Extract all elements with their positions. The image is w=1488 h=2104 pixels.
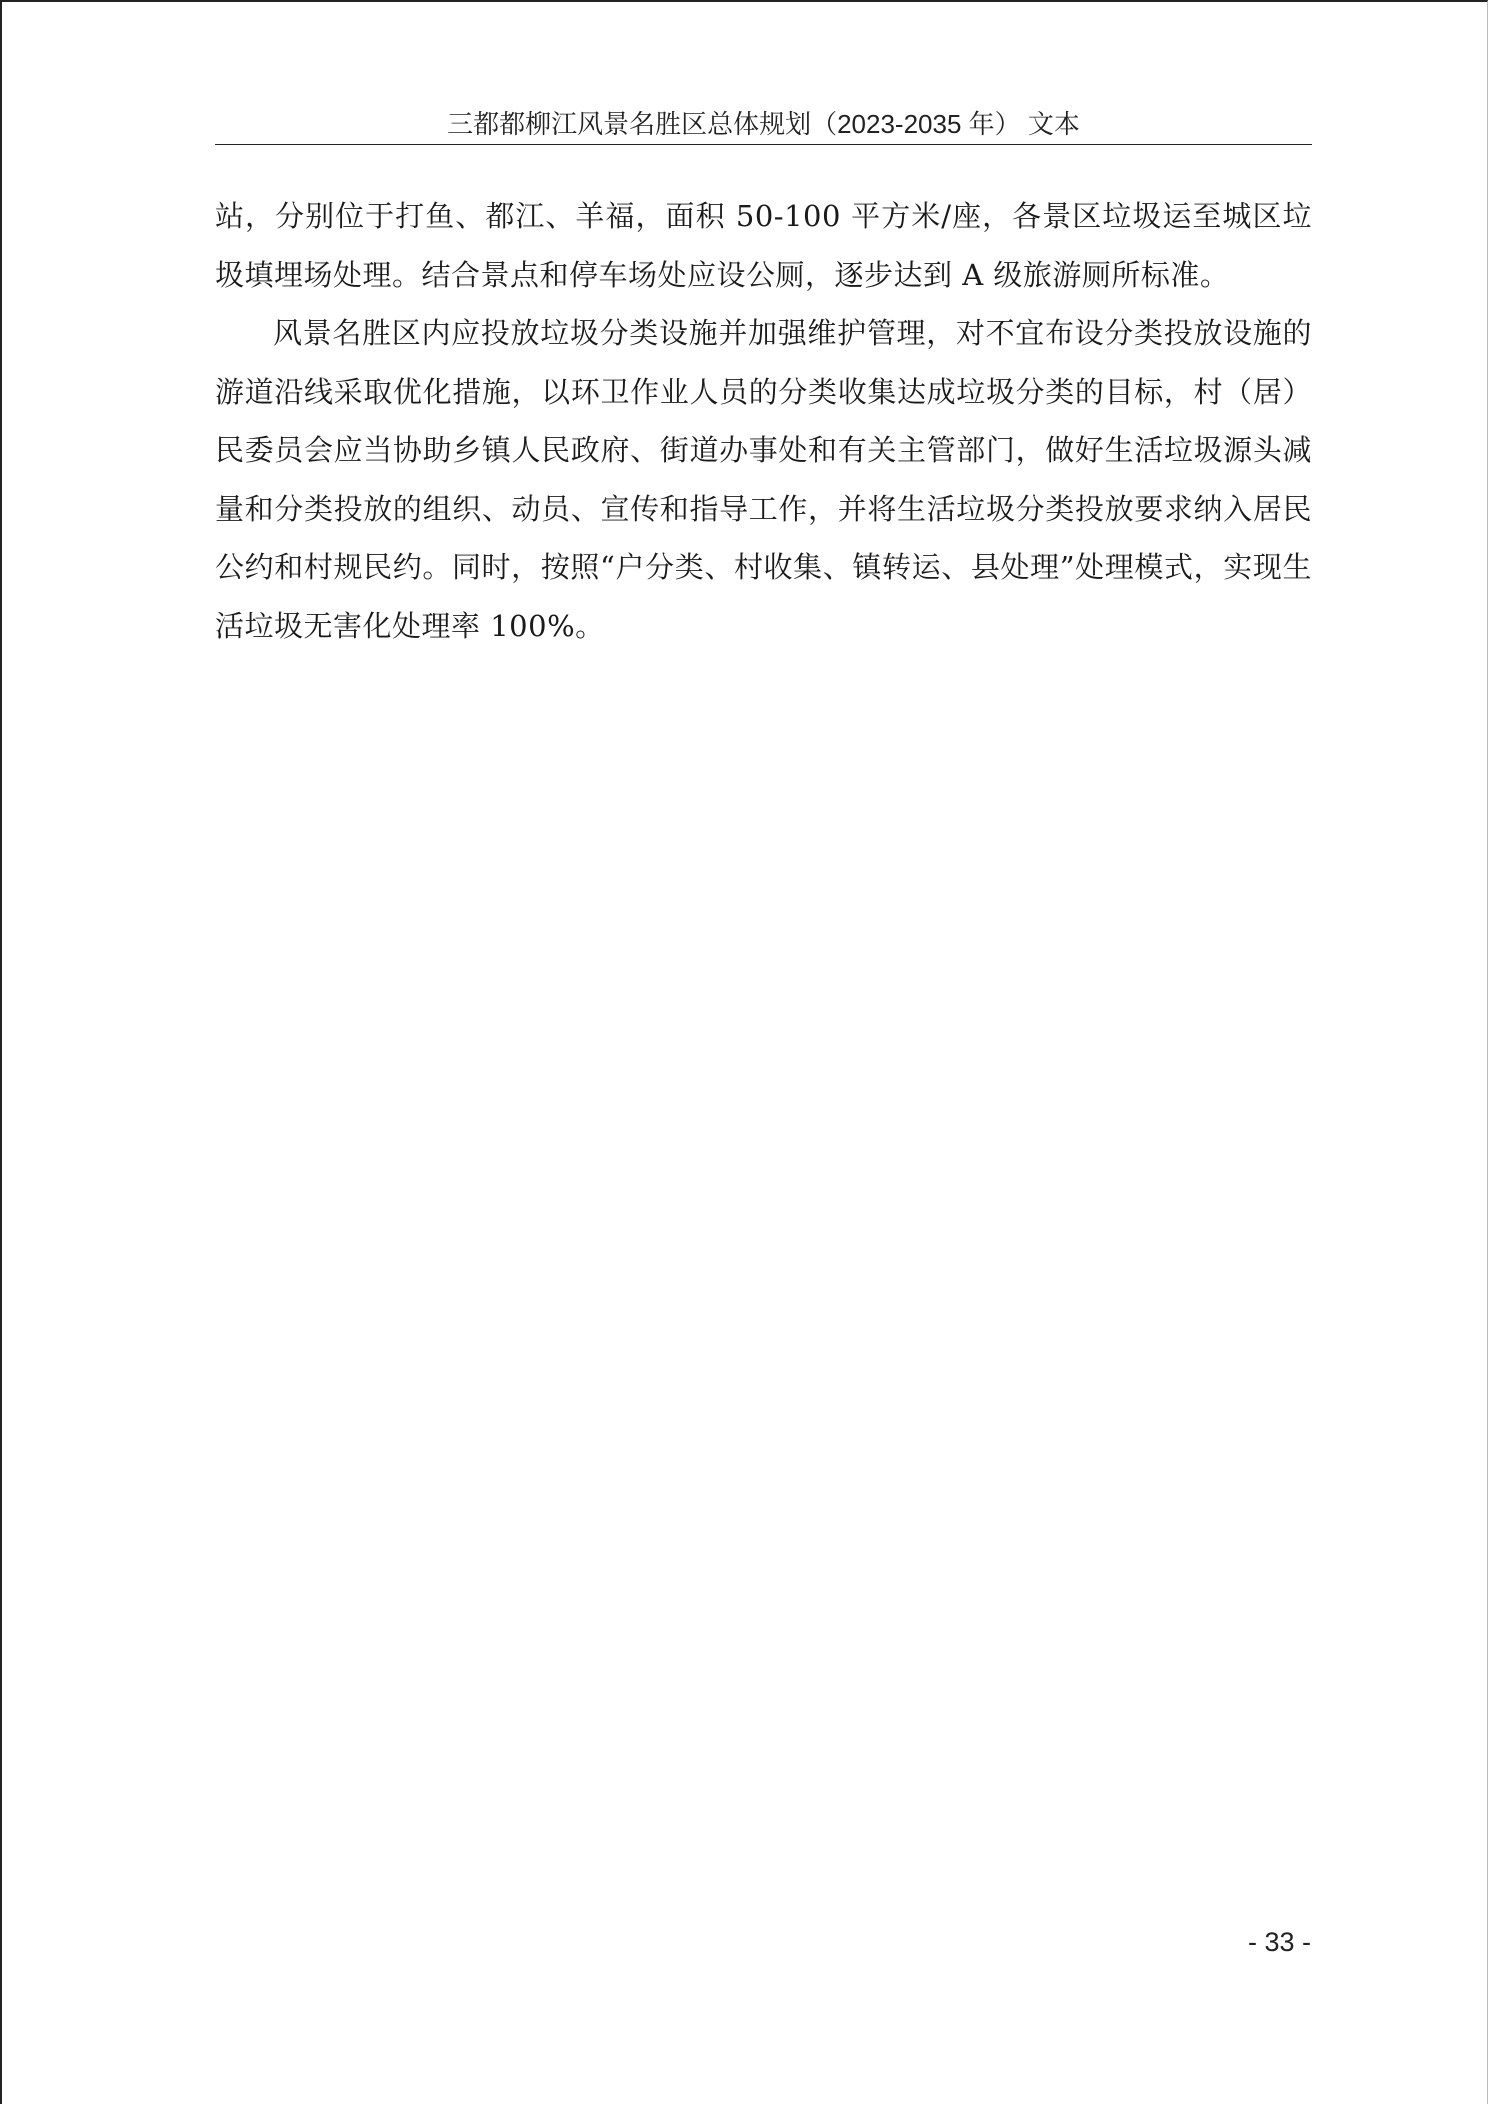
running-header <box>215 106 1312 145</box>
paragraph-continuation: 站，分别位于打鱼、都江、羊福，面积 50-100 平方米/座，各景区垃圾运至城区垃圾填埋场处理。结合景点和停车场处应设公厕，逐步达到 A 级旅游厕所标准。 <box>215 199 1312 292</box>
paragraph: 风景名胜区内应投放垃圾分类设施并加强维护管理，对不宜布设分类投放设施的游道沿线采取优化措施，以环卫作业人员的分类收集达成垃圾分类的目标，村（居）民委员会应当协助乡镇人民政府、街道办事处和有关主管部门，做好生活垃圾源头减量和分类投放的组织、动员、宣传和指导工作，并将生活垃圾分类投放要求纳入居民公约和村规民约。同时，按照“户分类、村收集、镇转运、县处理”处理模式，实现生活垃圾无害化处理率 100%。 <box>215 316 1312 643</box>
body-text <box>215 187 1312 655</box>
page-number: - 33 - <box>1247 1927 1311 1957</box>
header-title: 三都都柳江风景名胜区总体规划（2023-2035 年） 文本 <box>447 109 1080 139</box>
